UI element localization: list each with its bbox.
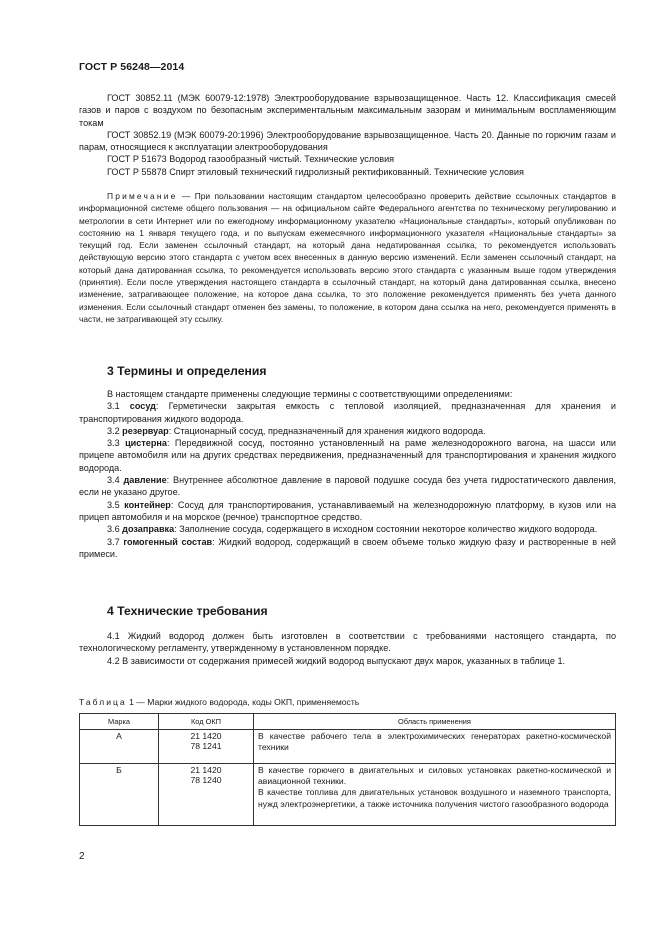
col-header-grade: Марка (80, 714, 159, 730)
cell-usage: В качестве горючего в двигательных и силовых установках ракетно-космической и авиационной техники. В качестве топлива для двигательных установок воздушного и наземного транспорта, нужд электроэнергетики, а также источника получения чистого газообразного водорода (254, 764, 616, 826)
normative-references (79, 92, 616, 178)
note-text: — При пользовании настоящим стандартом целесообразно проверить действие ссылочных стандартов в информационной системе общего пользования — на официальном сайте Федерального агентства по техническому регулированию и метрологии в сети Интернет или по ежегодному информационному указателю «Национальные стандарты», который опубликован по состоянию на 1 января текущего года, и по выпускам ежемесячного информационного указателя «Национальные стандарты» за текущий год. Если заменен ссылочный стандарт, на который дана недатированная ссылка, то рекомендуется использовать действующую версию этого стандарта с учетом всех внесенных в данную версию изменений. Если заменен ссылочный стандарт, на который дана датированная ссылка, то рекомендуется использовать версию этого стандарта с указанным выше годом утверждения (принятия). Если после утверждения настоящего стандарта в ссылочный стандарт, на который дана датированная ссылка, внесено изменение, затрагивающее положение, на которое дана ссылка, то это положение рекомендуется применять без учета данного изменения. Если ссылочный стандарт отменен без замены, то положение, в котором дана ссылка на него, рекомендуется применять в части, не затрагивающей эту ссылку. (79, 191, 616, 324)
table-caption-label: Таблица (79, 697, 127, 707)
cell-grade: А (80, 730, 159, 764)
col-header-code: Код ОКП (159, 714, 254, 730)
grades-table (79, 713, 616, 826)
cell-code: 21 1420 78 1240 (159, 764, 254, 826)
section-4-p2: 4.2 В зависимости от содержания примесей жидкий водород выпускают двух марок, указанных в таблице 1. (107, 655, 566, 666)
page-number: 2 (79, 851, 85, 862)
table-row (80, 730, 616, 764)
term-name: гомогенный состав (123, 536, 213, 547)
term-name: сосуд (129, 401, 156, 412)
cell-code: 21 1420 78 1241 (159, 730, 254, 764)
note-block (79, 190, 616, 325)
section-3-body (79, 388, 616, 560)
term-name: цистерна (125, 438, 167, 449)
col-header-usage: Область применения (254, 714, 616, 730)
section-4-p1: 4.1 Жидкий водород должен быть изготовлен в соответствии с требованиями настоящего стандарта, по технологическому регламенту, утвержденному в установленном порядке. (79, 631, 616, 654)
term-definition: 3.7 гомогенный состав: Жидкий водород, содержащий в своем объеме только жидкую фазу и растворенные в ней примеси. (79, 536, 616, 559)
section-3-title: 3 Термины и определения (107, 364, 267, 378)
term-name: дозаправка (122, 524, 175, 535)
note-label: Примечание (107, 191, 178, 201)
term-name: резервуар (122, 425, 169, 436)
term-name: давление (123, 475, 167, 486)
term-definition: 3.6 дозаправка: Заполнение сосуда, содержащего в исходном состоянии некоторое количество жидкого водорода. (107, 524, 598, 535)
term-name: контейнер (124, 499, 171, 510)
ref-item: ГОСТ 30852.11 (МЭК 60079-12:1978) Электрооборудование взрывозащищенное. Часть 12. Классификация смесей газов и паров с воздухом по безопасным экспериментальным максимальным зазорам и минимальным воспламеняющим токам (79, 93, 616, 128)
section-3-intro: В настоящем стандарте применены следующие термины с соответствующими определениями: (107, 389, 513, 399)
table-header-row (80, 714, 616, 730)
term-definition: 3.4 давление: Внутреннее абсолютное давление в паровой подушке сосуда без учета гидростатического давления, если не указано другое. (79, 475, 616, 498)
ref-item: ГОСТ Р 51673 Водород газообразный чистый. Технические условия (107, 154, 395, 165)
term-definition: 3.3 цистерна: Передвижной сосуд, постоянно установленный на раме железнодорожного вагона, на шасси или прицепе автомобиля или на других средствах передвижения, предназначенный для транспортирования и хранения жидкого водорода. (79, 438, 617, 473)
term-definition: 3.1 сосуд: Герметически закрытая емкость с тепловой изоляцией, предназначенная для хранения и транспортирования жидкого водорода. (79, 401, 616, 424)
ref-item: ГОСТ 30852.19 (МЭК 60079-20:1996) Электрооборудование взрывозащищенное. Часть 20. Данные по горючим газам и парам, относящиеся к эксплуатации электрооборудования (79, 129, 616, 153)
section-4-title: 4 Технические требования (107, 604, 268, 618)
table-caption-text: 1 — Марки жидкого водорода, коды ОКП, применяемость (126, 697, 360, 707)
term-definition: 3.5 контейнер: Сосуд для транспортирования, устанавливаемый на железнодорожную платформу, в кузов или на прицеп автомобиля и на морское (речное) транспортное средство. (79, 499, 616, 522)
cell-usage: В качестве рабочего тела в электрохимических генераторах ракетно-космической техники (254, 730, 616, 764)
table-caption (79, 697, 359, 707)
page-header-standard: ГОСТ Р 56248—2014 (79, 61, 185, 73)
cell-grade: Б (80, 764, 159, 826)
table-row (80, 764, 616, 826)
term-definition: 3.2 резервуар: Стационарный сосуд, предназначенный для хранения жидкого водорода. (107, 425, 486, 436)
section-4-body (79, 630, 616, 667)
ref-item: ГОСТ Р 55878 Спирт этиловый технический гидролизный ректификованный. Технические условия (107, 166, 524, 177)
